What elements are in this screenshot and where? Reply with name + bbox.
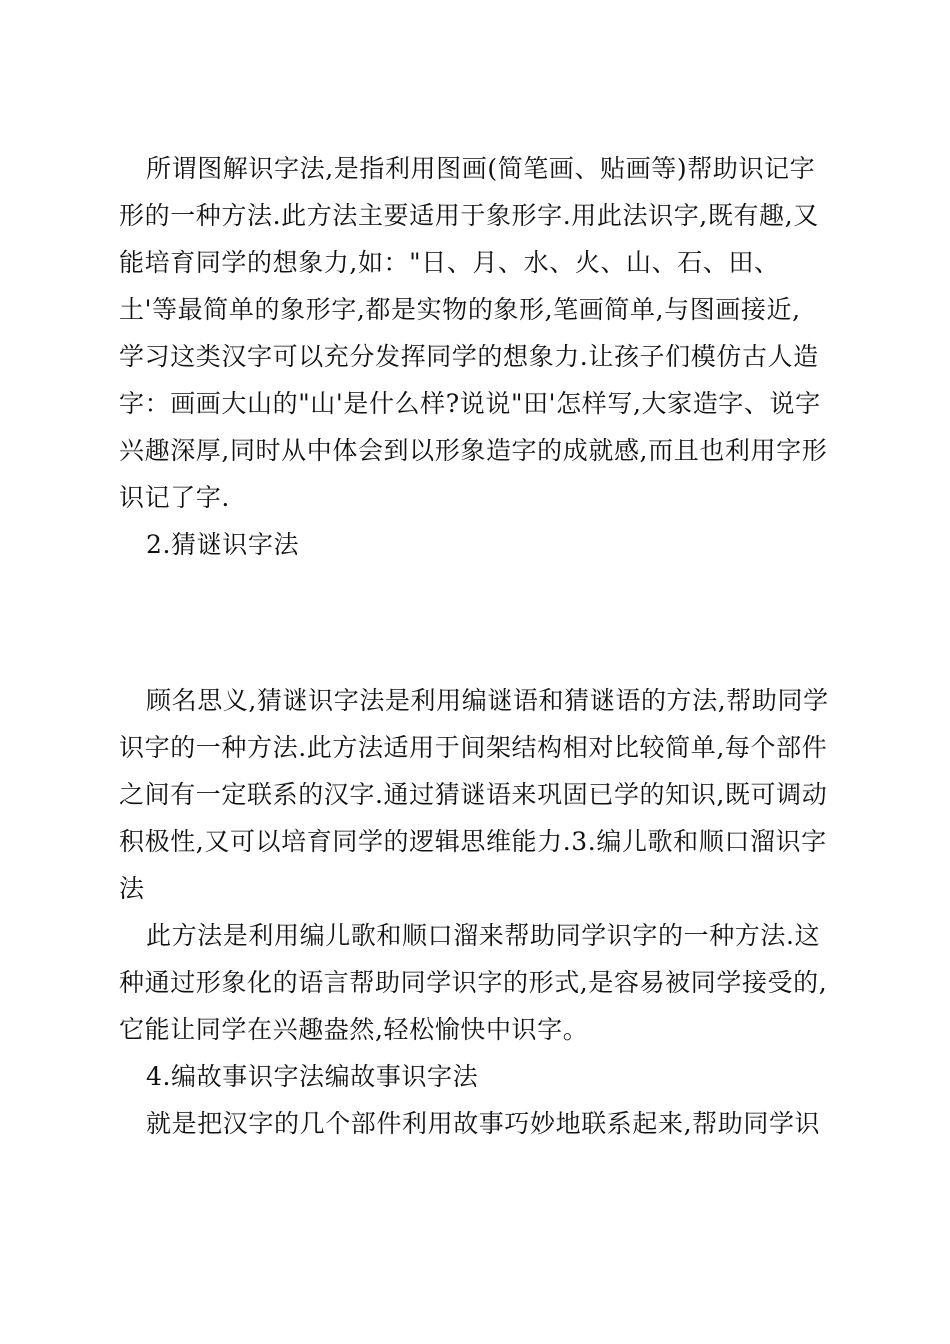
paragraph-3-line-3: 它能让同学在兴趣盎然,轻松愉快中识字。	[119, 1015, 589, 1044]
paragraph-1-line-1: 所谓图解识字法,是指利用图画(简笔画、贴画等)帮助识记字	[146, 154, 816, 183]
paragraph-1-line-6: 字：画画大山的"山'是什么样?说说"田'怎样写,大家造字、说字	[119, 389, 821, 418]
paragraph-1-line-2: 形的一种方法.此方法主要适用于象形字.用此法识字,既有趣,又	[119, 201, 819, 230]
paragraph-2-line-1: 顾名思义,猜谜识字法是利用编谜语和猜谜语的方法,帮助同学	[146, 686, 829, 715]
section-heading-4: 4.编故事识字法编故事识字法	[146, 1062, 479, 1091]
paragraph-1-line-5: 学习这类汉字可以充分发挥同学的想象力.让孩子们模仿古人造	[119, 342, 819, 371]
paragraph-1-line-8: 识记了字.	[119, 483, 230, 512]
section-heading-2: 2.猜谜识字法	[146, 530, 300, 559]
paragraph-1-line-4: 土'等最简单的象形字,都是实物的象形,笔画简单,与图画接近,	[119, 295, 801, 324]
paragraph-1-line-3: 能培育同学的想象力,如："日、月、水、火、山、石、田、	[119, 248, 780, 277]
paragraph-1-line-7: 兴趣深厚,同时从中体会到以形象造字的成就感,而且也利用字形	[119, 436, 828, 465]
paragraph-2-line-3: 之间有一定联系的汉字.通过猜谜语来巩固已学的知识,既可调动	[119, 780, 828, 809]
paragraph-2-line-2: 识字的一种方法.此方法适用于间架结构相对比较简单,每个部件	[119, 733, 828, 762]
paragraph-2-line-4: 积极性,又可以培育同学的逻辑思维能力.3.编儿歌和顺口溜识字	[119, 827, 827, 856]
paragraph-3-line-1: 此方法是利用编儿歌和顺口溜来帮助同学识字的一种方法.这	[146, 921, 821, 950]
paragraph-2-line-5: 法	[119, 874, 145, 903]
paragraph-3-line-2: 种通过形象化的语言帮助同学识字的形式,是容易被同学接受的,	[119, 968, 828, 997]
paragraph-4-line-1: 就是把汉字的几个部件利用故事巧妙地联系起来,帮助同学识	[146, 1109, 821, 1138]
